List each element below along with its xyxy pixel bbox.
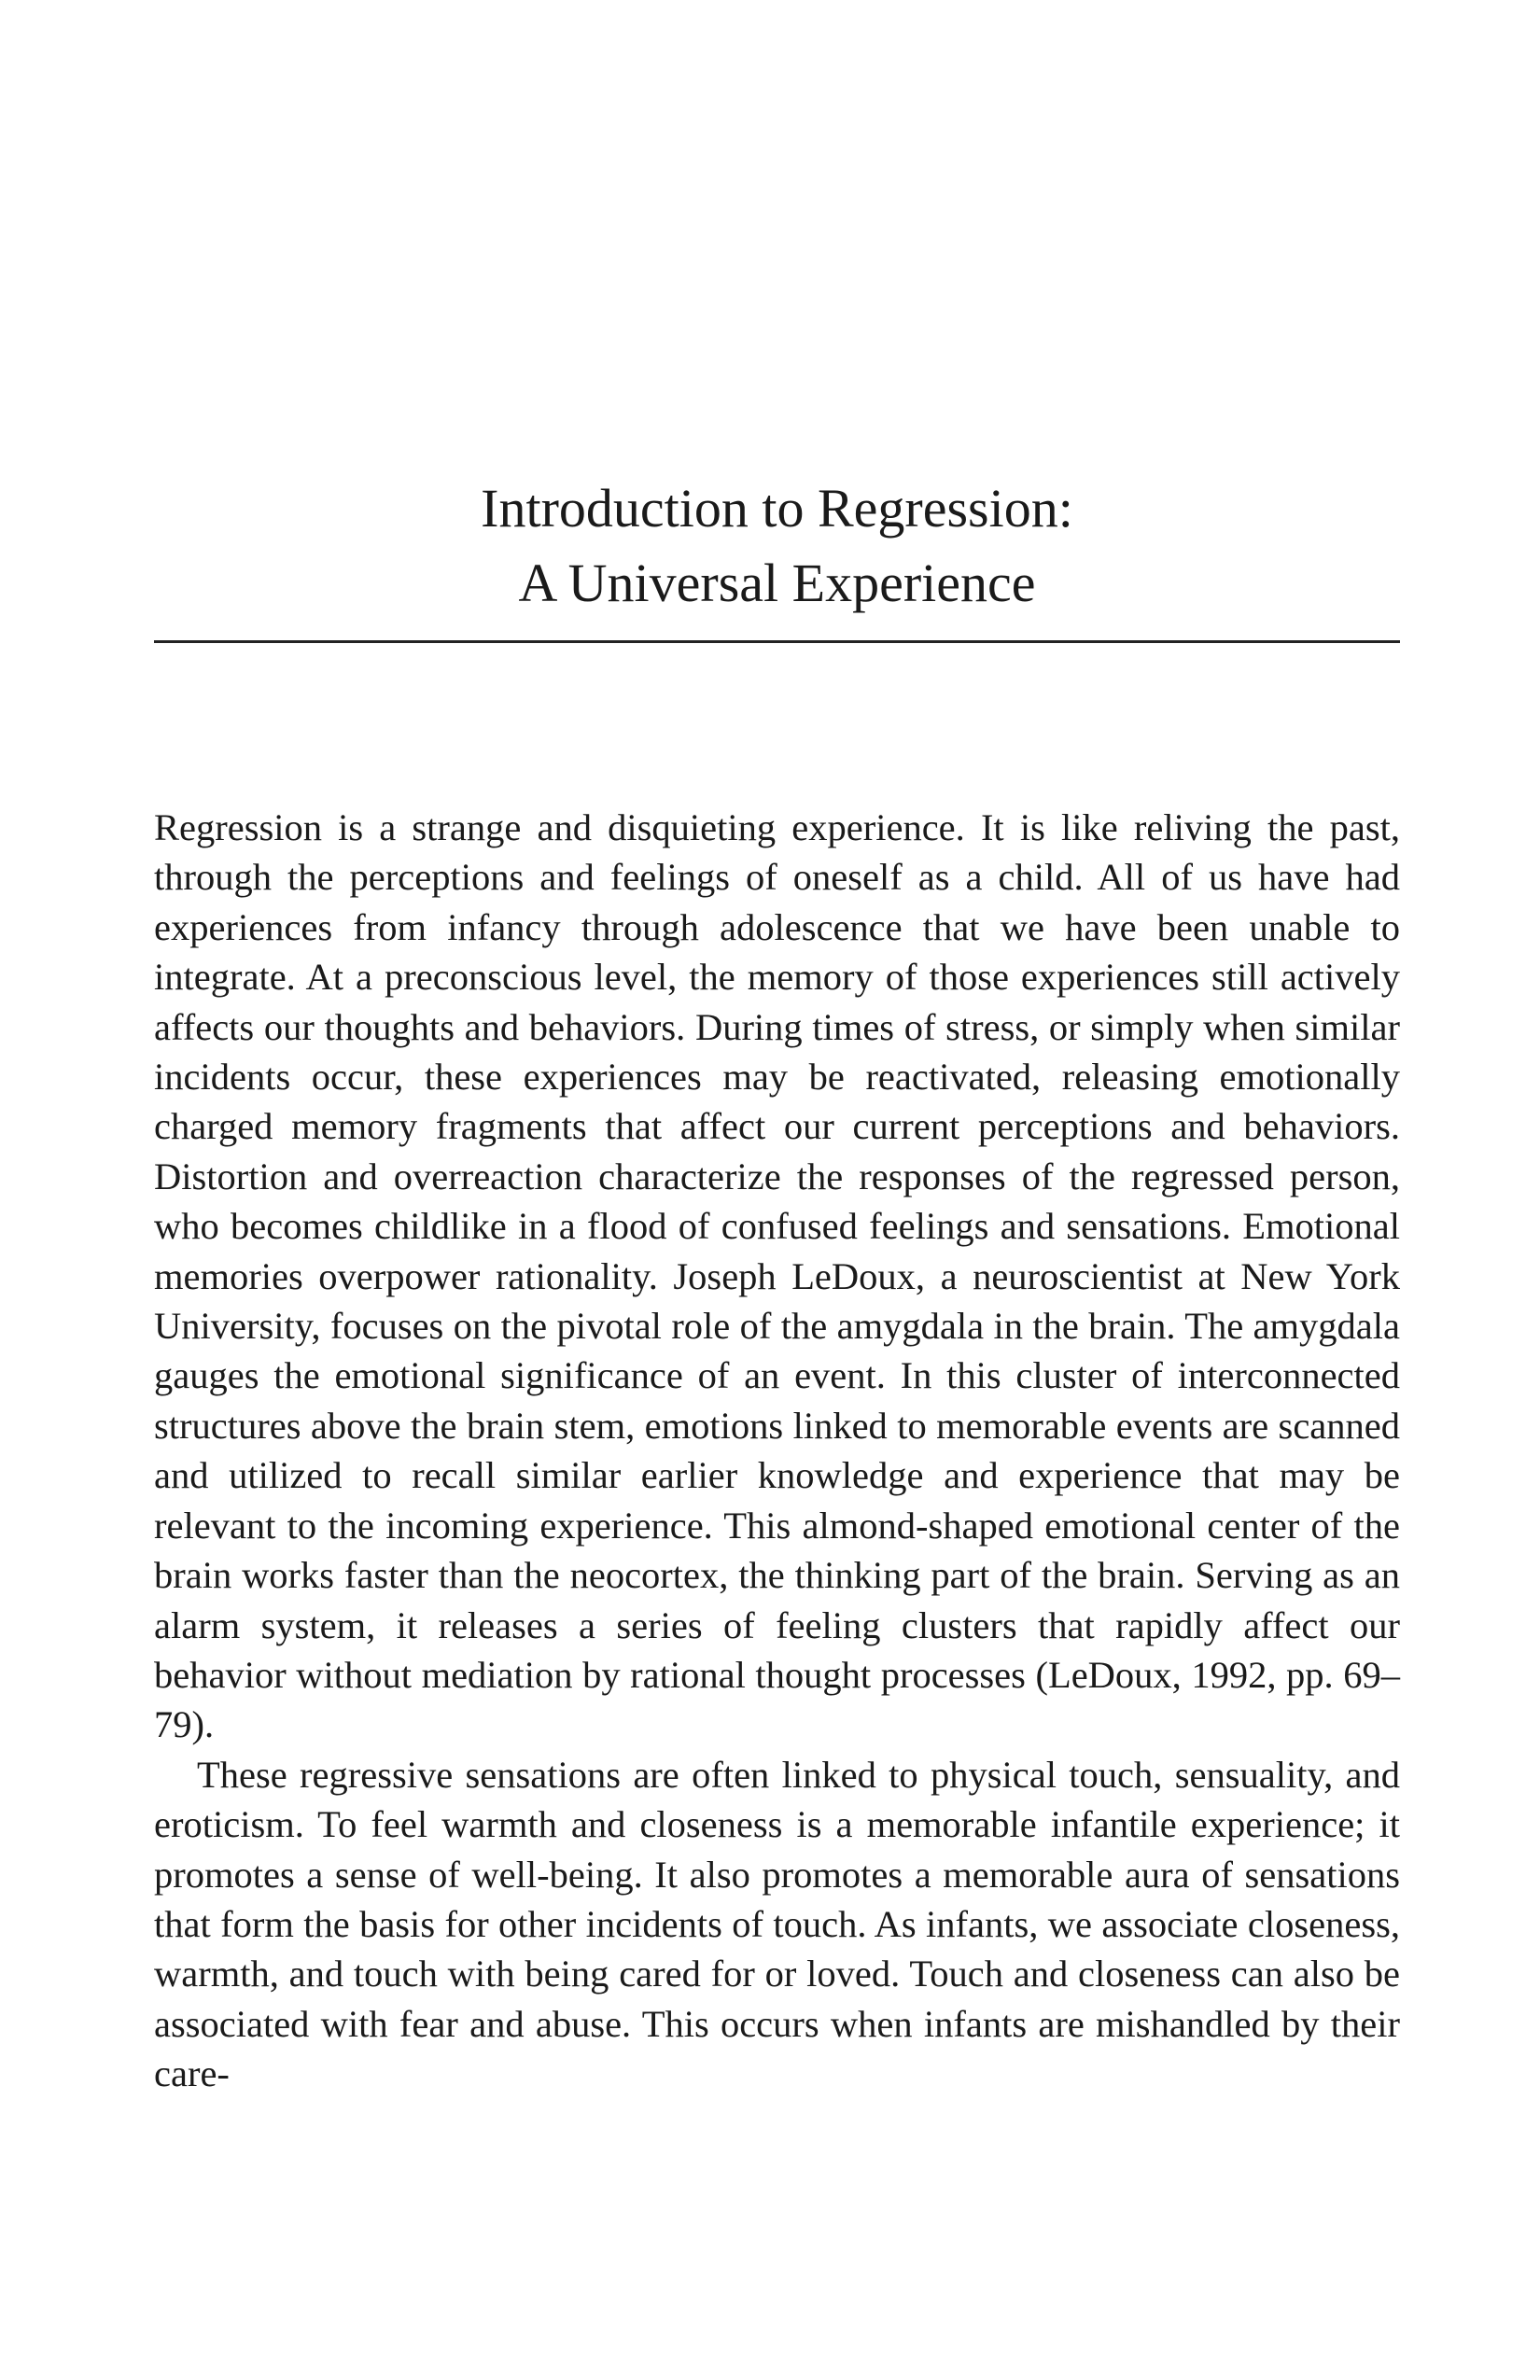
paragraph-2: These regressive sensations are often linked to physical touch, sensuality, and eroticism. To feel warmth and closeness is a memorable infantile experience; it promotes a sense of well-being. It also promotes a memorable aura of sensations that form the basis for other incidents of touch. As infants, we associate closeness, warmth, and touch with being cared for or loved. Touch and closeness can also be associated with fear and abuse. This occurs when infants are mishandled by their care-: [154, 1753, 1400, 2095]
body-text: [154, 803, 1400, 2099]
title-divider: [154, 640, 1400, 643]
paragraph-1: Regression is a strange and disquieting experience. It is like reliving the past, through the perceptions and feelings of oneself as a child. All of us have had experiences from infancy through adolescence that we have been unable to integrate. At a preconscious level, the memory of those experiences still actively affects our thoughts and behaviors. During times of stress, or simply when similar incidents occur, these experiences may be reactivated, releasing emotionally charged memory fragments that affect our current perceptions and behaviors. Distortion and overreaction characterize the responses of the regressed person, who becomes childlike in a flood of confused feelings and sensations. Emotional memories overpower rationality. Joseph LeDoux, a neuroscientist at New York University, focuses on the pivotal role of the amygdala in the brain. The amygdala gauges the emotional significance of an event. In this cluster of interconnected structures above the brain stem, emotions linked to memorable events are scanned and utilized to recall similar earlier knowledge and experience that may be relevant to the incoming experience. This almond-shaped emotional center of the brain works faster than the neocortex, the thinking part of the brain. Serving as an alarm system, it releases a series of feeling clusters that rapidly affect our behavior without mediation by rational thought processes (LeDoux, 1992, pp. 69–79).: [154, 806, 1400, 1746]
chapter-title-line-1: Introduction to Regression:: [481, 478, 1073, 539]
chapter-title: [154, 471, 1400, 621]
chapter-title-line-2: A Universal Experience: [518, 553, 1036, 613]
